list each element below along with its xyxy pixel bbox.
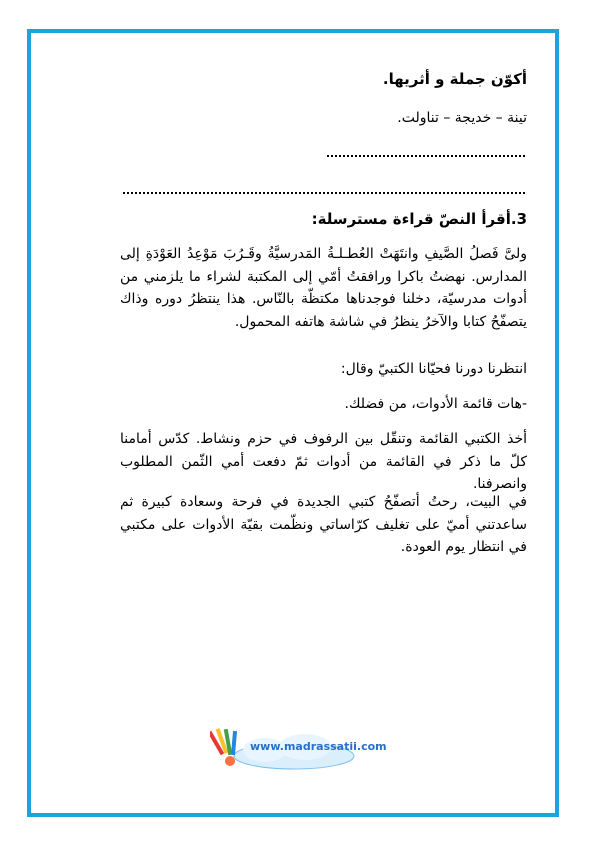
section-title: 3.أقرأ النصّ قراءة مسترسلة:	[311, 210, 527, 228]
exercise-title: أكوّن جملة و أثريها.	[382, 70, 527, 88]
site-logo	[210, 728, 387, 773]
pencils-icon	[210, 728, 237, 766]
paragraph-1: ولىَّ فَصلُ الصَّيفِ وانتَهَتْ العُطـلـةُ المَدرسيَّةُ وقَـرُبَ مَوْعِدُ العَوْدَةِ إلى المدارس. نهضتُ باكرا ورافقتُ أمّي إلى المكتبة لشراء ما يلزمني من أدوات مدرسيّة، دخلنا فوجدناها مكتظّة بالنّاس. هذا ينتظرُ دوره وذاك يتصفّحُ كتابا والآخرُ ينظرُ في شاشة هاتفه المحمول.	[120, 246, 527, 331]
page-border	[27, 29, 559, 817]
paragraph-2: انتظرنا دورنا فحيّانا الكتبيّ وقال:	[340, 361, 527, 377]
site-url[interactable]: www.madrassatii.com	[250, 740, 387, 753]
answer-line-1	[327, 155, 525, 157]
paragraph-5: في البيت، رحتُ أتصفّحُ كتبي الجديدة في فرحة وسعادة كبيرة ثم ساعدتني أميّ على تغليف كرّاساتي ونظّمت بقيّة الأدوات على مكتبي في انتظار يوم العودة.	[120, 494, 527, 556]
paragraph-3: -هات قائمة الأدوات، من فضلك.	[344, 396, 527, 412]
words-line: تينة – خديجة – تناولت.	[397, 110, 527, 126]
paragraph-4: أخذ الكتبي القائمة وتنقّل بين الرفوف في حزم ونشاط. كدّس أمامنا كلّ ما ذكر في القائمة من أدوات ثمّ دفعت أمي الثّمن المطلوب وانصرفنا.	[120, 431, 527, 493]
answer-line-2	[123, 192, 525, 194]
